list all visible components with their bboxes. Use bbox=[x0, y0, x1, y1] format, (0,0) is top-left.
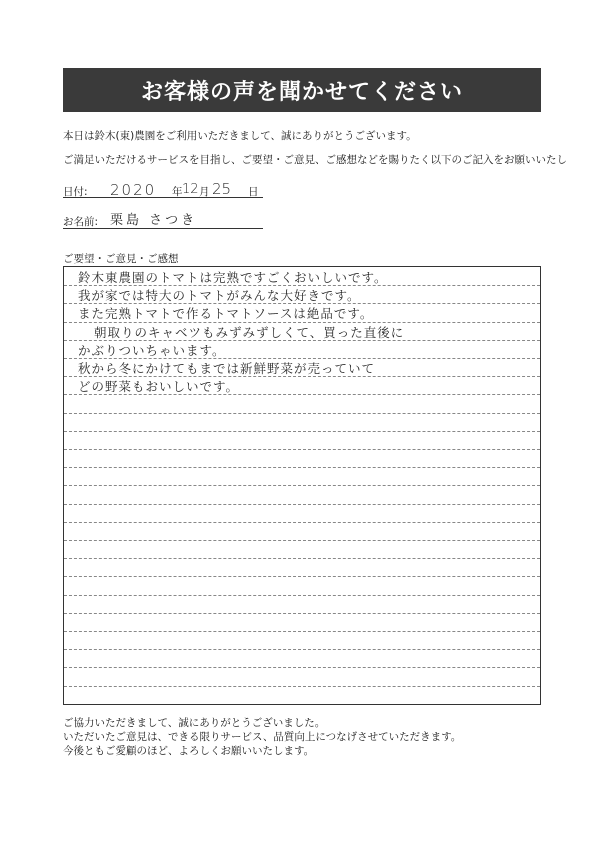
ruled-line bbox=[64, 595, 540, 596]
ruled-line bbox=[64, 631, 540, 632]
ruled-line bbox=[64, 467, 540, 468]
ruled-line bbox=[64, 686, 540, 687]
outro-line-3: 今後ともご愛顧のほど、よろしくお願いいたします。 bbox=[63, 745, 315, 757]
comment-line: また完熟トマトで作るトマトソースは絶品です。 bbox=[78, 306, 374, 322]
ruled-line bbox=[64, 540, 540, 541]
ruled-line bbox=[64, 504, 540, 505]
date-year-handwritten: 2020 bbox=[110, 181, 157, 199]
outro-line-2: いただいたご意見は、できる限りサービス、品質向上につなげさせていただきます。 bbox=[63, 731, 462, 743]
comment-line: 鈴木東農園のトマトは完熟ですごくおいしいです。 bbox=[78, 270, 388, 285]
date-day-handwritten: 25 bbox=[212, 180, 232, 198]
ruled-line bbox=[64, 413, 540, 414]
intro-line-2: ご満足いただけるサービスを目指し、ご要望・ご意見、ご感想などを賜りたく以下のご記入をお願いいたし bbox=[63, 154, 567, 166]
form-title: お客様の声を聞かせてください bbox=[140, 79, 463, 105]
day-label: 日 bbox=[248, 186, 259, 198]
comment-line: 朝取りのキャベツもみずみずしくて、買った直後に bbox=[94, 324, 405, 340]
year-label: 年 bbox=[172, 186, 183, 198]
ruled-line bbox=[64, 522, 540, 523]
name-label: お名前: bbox=[63, 216, 99, 228]
ruled-line bbox=[64, 649, 540, 650]
comment-line: どの野菜もおいしいです。 bbox=[78, 379, 240, 395]
ruled-line bbox=[64, 576, 540, 577]
intro-line-1: 本日は鈴木(東)農園をご利用いただきまして、誠にありがとうございます。 bbox=[63, 130, 417, 142]
ruled-line bbox=[64, 613, 540, 614]
name-handwritten: 栗島 さつき bbox=[110, 213, 198, 228]
name-underline bbox=[63, 228, 263, 229]
ruled-line bbox=[64, 667, 540, 668]
date-underline bbox=[63, 197, 263, 198]
ruled-line bbox=[64, 558, 540, 559]
date-month-handwritten: 12 bbox=[182, 182, 199, 197]
date-label: 日付: bbox=[63, 186, 88, 198]
month-label: 月 bbox=[199, 186, 210, 198]
outro-line-1: ご協力いただきまして、誠にありがとうございました。 bbox=[63, 717, 326, 729]
ruled-line bbox=[64, 485, 540, 486]
comments-box bbox=[63, 266, 541, 705]
ruled-line bbox=[64, 449, 540, 450]
comment-line: かぶりついちゃいます。 bbox=[78, 342, 226, 358]
form-title-banner bbox=[63, 68, 541, 112]
comment-line: 秋から冬にかけてもまでは新鮮野菜が売っていて bbox=[78, 361, 376, 376]
ruled-line bbox=[64, 431, 540, 432]
comments-label: ご要望・ご意見・ご感想 bbox=[63, 253, 179, 265]
comment-line: 我が家では特大のトマトがみんな大好きです。 bbox=[78, 288, 361, 304]
